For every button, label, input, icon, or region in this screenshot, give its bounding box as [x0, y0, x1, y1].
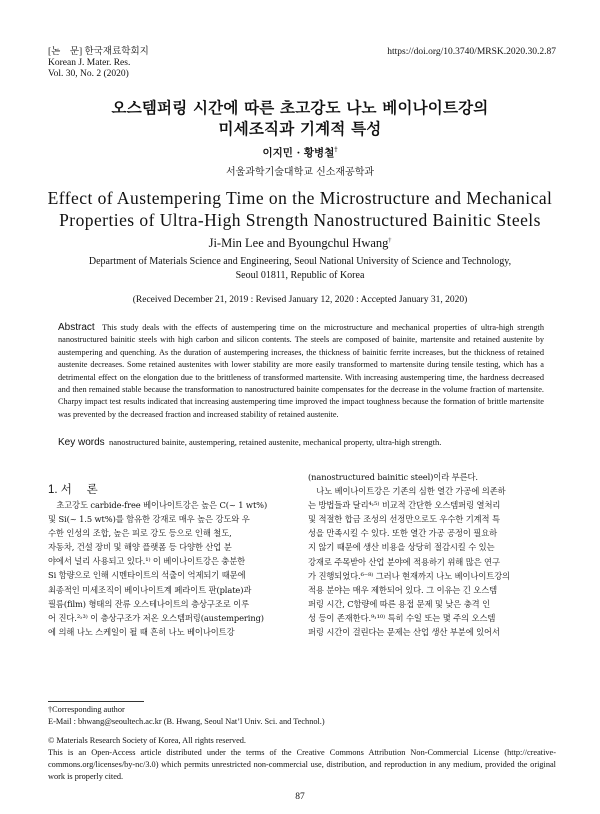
title-english-line1: Effect of Austempering Time on the Microstructure and Mechanical: [47, 188, 553, 208]
authors-korean: [0, 145, 600, 160]
footnotes: [48, 704, 556, 783]
body-line: 어 진다.²˒³⁾ 이 층상구조가 저온 오스템퍼링(austempering): [48, 612, 264, 623]
abstract: [58, 322, 544, 421]
title-english-line2: Properties of Ultra-High Strength Nanostructured Bainitic Steels: [59, 210, 541, 230]
keywords-text: nanostructured bainite, austempering, retained austenite, mechanical property, ultra-high strength.: [108, 437, 442, 447]
author-email[interactable]: E-Mail : bhwang@seoultech.ac.kr (B. Hwang, Seoul Nat’l Univ. Sci. and Technol.): [48, 717, 325, 726]
body-line: Si 함량으로 인해 시멘타이트의 석출이 억제되기 때문에: [48, 570, 246, 581]
body-line: 성 등이 존재한다.⁹˒¹⁰⁾ 특히 수일 또는 몇 주의 오스템: [308, 612, 496, 623]
page-number: 87: [295, 792, 305, 802]
body-line: 필름(film) 형태의 잔류 오스테나이트의 층상구조로 이루: [48, 598, 250, 609]
body-line: 자동차, 건설 장비 및 해양 플랫폼 등 다양한 산업 분: [48, 542, 232, 553]
journal-name-english: Korean J. Mater. Res.: [48, 58, 131, 68]
keywords-label: Key words: [58, 437, 105, 448]
journal-name-korean: [논 문] 한국재료학회지: [48, 47, 149, 57]
corresponding-author-note: †Corresponding author: [48, 705, 125, 714]
footnote-rule: [48, 701, 144, 702]
body-line: 야에서 널리 사용되고 있다.¹⁾ 이 베이나이트강은 충분한: [48, 556, 246, 567]
body-line: 초고강도 carbide-free 베이나이트강은 높은 C(~ 1 wt%): [48, 500, 268, 510]
journal-header: [48, 47, 149, 80]
abstract-text: This study deals with the effects of austempering time on the microstructure and mechanical properties of ultra-high strength nanostructured bainitic steels with high carbon and silicon contents. The steels are composed of bainite, martensite and retained austenite by austempering and quenching. As the duration of austempering increases, the thickness of bainitic ferrite increases, but the thickness of retained austenite decreases. Some retained austenites with lower stability are more easily transformed to martensite during tensile testing, which has a detrimental effect on the elongation due to the brittleness of transformed martensite. With increasing austempering time, the hardness decreased and then remained stable because the transformation to nanostructured bainite compensates for the decrease in the volume fraction of martensite. Charpy impact test results indicated that increasing austempering time improved the impact toughness because the formation of brittle martensite was prevented by the decreased fraction and increased stability of retained austenite.: [58, 323, 545, 419]
body-column-right: [308, 470, 556, 639]
body-line: 는 방법들과 달리⁴˒⁵⁾ 비교적 간단한 오스템퍼링 열처리: [308, 500, 501, 511]
body-line: 퍼링 시간이 걸린다는 문제는 산업 생산 부분에 있어서: [308, 627, 500, 638]
affiliation-korean: 서울과학기술대학교 신소재공학과: [225, 167, 375, 178]
body-line: 에 의해 나노 스케일이 될 때 흔히 나노 베이나이트강: [48, 626, 235, 637]
corresponding-mark-en: †: [388, 237, 392, 244]
title-korean-line1: 오스템퍼링 시간에 따른 초고강도 나노 베이나이트강의: [111, 98, 489, 117]
license-note: This is an Open-Access article distributed under the terms of the Creative Commons Attribution Non-Commercial License (http://creative-commons.org/licenses/by-nc/3.0) which permits unrestricted non-commercial use, distribution, and reproduction in any medium, provided the original work is properly cited.: [48, 748, 556, 781]
title-korean-line2: 미세조직과 기계적 특성: [218, 119, 382, 138]
authors-english-text: Ji-Min Lee and Byoungchul Hwang: [208, 236, 389, 250]
body-line: 최종적인 미세조직이 베이나이트계 페라이트 판(plate)과: [48, 584, 252, 595]
keywords: [58, 437, 544, 448]
authors-english: [0, 236, 600, 251]
body-line: 및 적절한 합금 조성의 선정만으로도 우수한 기계적 특: [308, 514, 500, 525]
body-line: 강재로 주목받아 산업 분야에 적용하기 위해 많은 연구: [308, 556, 500, 567]
body-line: 나노 베이나이트강은 기존의 심한 열간 가공에 의존하: [308, 486, 506, 497]
body-line: 수한 인성의 조합, 높은 피로 강도 등으로 인해 철도,: [48, 528, 232, 539]
doi-link[interactable]: https://doi.org/10.3740/MRSK.2020.30.2.87: [387, 47, 556, 57]
section-heading-introduction: 1. 서 론: [48, 484, 98, 496]
body-line: (nanostructured bainitic steel)이라 부른다.: [308, 472, 478, 482]
body-line: 적용 분야는 매우 제한되어 있다. 그 이유는 긴 오스템: [308, 584, 498, 595]
body-line: 성을 만족시킬 수 있다. 또한 열간 가공 공정이 필요하: [308, 528, 498, 539]
affiliation-english-line1: Department of Materials Science and Engineering, Seoul National University of Science and Technology,: [88, 256, 512, 267]
received-dates: (Received December 21, 2019 : Revised January 12, 2020 : Accepted January 31, 2020): [132, 295, 468, 305]
affiliation-english-line2: Seoul 01811, Republic of Korea: [235, 270, 365, 281]
copyright-note: © Materials Research Society of Korea, All rights reserved.: [48, 736, 246, 745]
journal-volume: Vol. 30, No. 2 (2020): [48, 69, 129, 79]
body-line: 가 진행되었다.⁶⁻⁸⁾ 그러나 현재까지 나노 베이나이트강의: [308, 570, 511, 581]
corresponding-mark: †: [334, 146, 338, 154]
body-line: 지 않기 때문에 생산 비용을 상당히 절감시킬 수 있는: [308, 542, 495, 553]
body-line: 및 Si(~ 1.5 wt%)를 함유한 강재로 매우 높은 강도와 우: [48, 514, 250, 525]
abstract-label: Abstract: [58, 322, 95, 333]
body-line: 퍼링 시간, C함량에 따른 용접 문제 및 낮은 충격 인: [308, 598, 491, 609]
affiliation-english: [60, 255, 540, 283]
body-column-left: [48, 498, 296, 639]
authors-korean-text: 이지민 · 황병철: [262, 147, 335, 159]
